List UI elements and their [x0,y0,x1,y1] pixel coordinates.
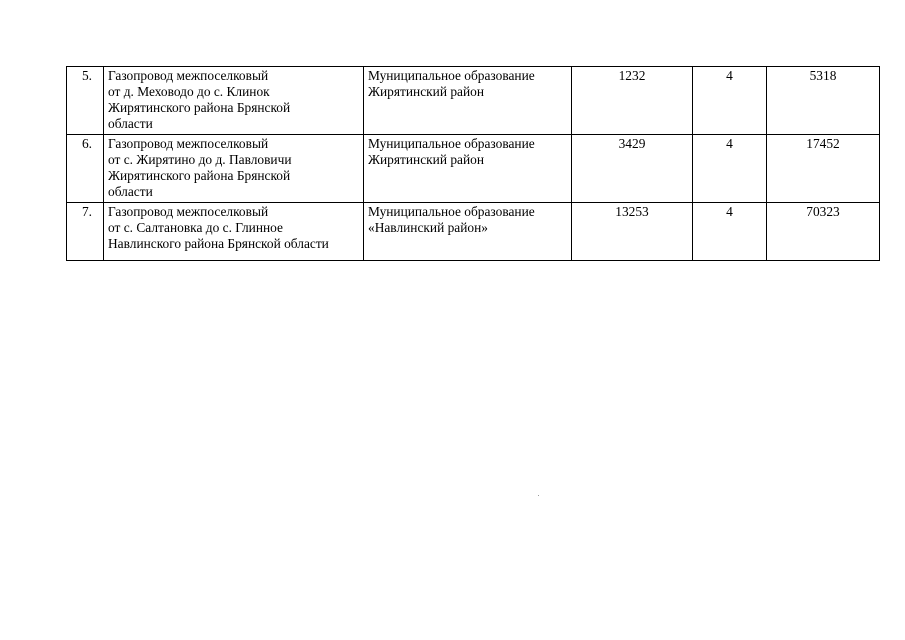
owner-name [364,135,572,203]
pipeline-name-line: от с. Салтановка до с. Глинное [108,220,283,235]
pipeline-category: 4 [693,135,767,203]
owner-name-line: Муниципальное образование [368,136,535,151]
pipeline-name-line: Жирятинского района Брянской [108,100,291,115]
gas-pipeline-table [66,66,880,261]
row-number: 5. [67,67,104,135]
owner-name-line: «Навлинский район» [368,220,488,235]
table-row [67,135,880,203]
table-row [67,203,880,261]
pipeline-length: 13253 [572,203,693,261]
owner-name [364,67,572,135]
pipeline-length: 3429 [572,135,693,203]
pipeline-value: 5318 [767,67,880,135]
row-number: 6. [67,135,104,203]
row-number: 7. [67,203,104,261]
pipeline-name-line: области [108,116,153,131]
pipeline-name-line: от с. Жирятино до д. Павловичи [108,152,292,167]
pipeline-value: 17452 [767,135,880,203]
pipeline-category: 4 [693,67,767,135]
owner-name-line: Муниципальное образование [368,68,535,83]
owner-name-line: Жирятинский район [368,84,484,99]
pipeline-name-line: Жирятинского района Брянской [108,168,291,183]
pipeline-name-line: Газопровод межпоселковый [108,68,269,83]
table-row [67,67,880,135]
owner-name-line: Жирятинский район [368,152,484,167]
pipeline-name-line: области [108,184,153,199]
pipeline-category: 4 [693,203,767,261]
scan-speck [538,495,539,496]
owner-name [364,203,572,261]
pipeline-name-line: Навлинского района Брянской области [108,236,329,251]
pipeline-name-line: Газопровод межпоселковый [108,136,269,151]
pipeline-name-line: Газопровод межпоселковый [108,204,269,219]
pipeline-name [104,135,364,203]
owner-name-line: Муниципальное образование [368,204,535,219]
pipeline-name [104,67,364,135]
pipeline-length: 1232 [572,67,693,135]
pipeline-value: 70323 [767,203,880,261]
pipeline-name-line: от д. Меховодо до с. Клинок [108,84,270,99]
pipeline-name [104,203,364,261]
